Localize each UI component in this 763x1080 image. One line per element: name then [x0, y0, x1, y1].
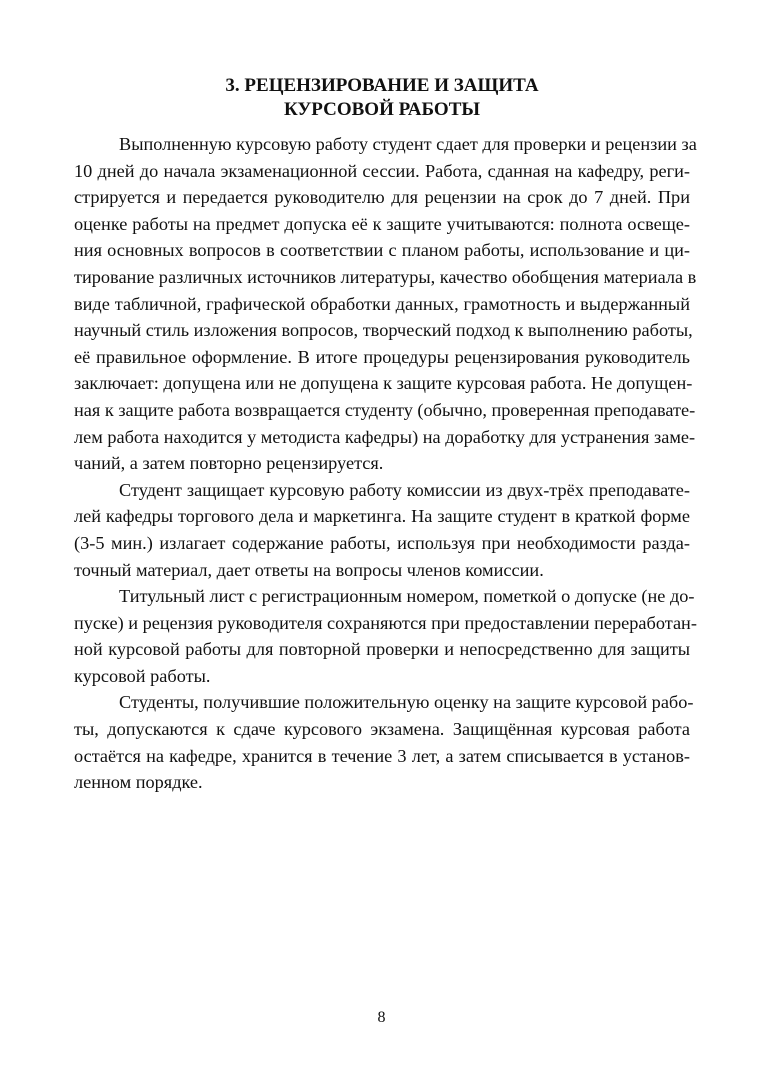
text-line: ния основных вопросов в соответствии с планом работы, использование и ци-: [74, 240, 690, 261]
text-line: научный стиль изложения вопросов, творческий подход к выполнению работы,: [74, 320, 693, 341]
paragraph-2: [74, 477, 690, 583]
text-line: точный материал, дает ответы на вопросы членов комиссии.: [74, 559, 544, 580]
section-title-line-2: КУРСОВОЙ РАБОТЫ: [283, 99, 481, 120]
text-line: пуске) и рецензия руководителя сохраняются при предоставлении переработан-: [74, 612, 697, 633]
text-line: ленном порядке.: [74, 772, 203, 793]
page-number: 8: [377, 1009, 386, 1026]
text-line: 10 дней до начала экзаменационной сессии. Работа, сданная на кафедру, реги-: [74, 160, 690, 181]
text-line: ной курсовой работы для повторной проверки и непосредственно для защиты: [74, 639, 690, 660]
text-line: Студент защищает курсовую работу комиссии из двух-трёх преподавате-: [119, 479, 690, 500]
text-line: заключает: допущена или не допущена к защите курсовая работа. Не допущен-: [74, 373, 693, 394]
text-line: чаний, а затем повторно рецензируется.: [74, 453, 384, 474]
section-title-line-1: 3. РЕЦЕНЗИРОВАНИЕ И ЗАЩИТА: [225, 75, 539, 96]
text-line: Титульный лист с регистрационным номером, пометкой о допуске (не до-: [119, 586, 695, 607]
text-line: оценке работы на предмет допуска её к защите учитываются: полнота освеще-: [74, 213, 690, 234]
text-line: курсовой работы.: [74, 665, 211, 686]
paragraph-1: [74, 131, 697, 477]
text-line: остаётся на кафедре, хранится в течение 3 лет, а затем списывается в установ-: [74, 745, 690, 766]
paragraph-4: [74, 689, 694, 795]
text-line: (3-5 мин.) излагает содержание работы, используя при необходимости разда-: [74, 532, 690, 553]
text-line: лем работа находится у методиста кафедры) на доработку для устранения заме-: [74, 426, 696, 447]
text-line: тирование различных источников литературы, качество обобщения материала в: [74, 266, 697, 287]
text-line: лей кафедры торгового дела и маркетинга. На защите студент в краткой форме: [74, 506, 690, 527]
text-line: стрируется и передается руководителю для рецензии на срок до 7 дней. При: [74, 187, 690, 208]
text-line: ты, допускаются к сдаче курсового экзамена. Защищённая курсовая работа: [74, 719, 690, 740]
text-line: её правильное оформление. В итоге процедуры рецензирования руководитель: [74, 346, 690, 367]
section-body: [74, 131, 697, 796]
text-line: Выполненную курсовую работу студент сдает для проверки и рецензии за: [119, 134, 697, 154]
text-line: Студенты, получившие положительную оценку на защите курсовой рабо-: [119, 692, 694, 713]
text-line: виде табличной, графической обработки данных, грамотность и выдержанный: [74, 293, 690, 314]
paragraph-3: [74, 583, 697, 689]
text-line: ная к защите работа возвращается студенту (обычно, проверенная преподавате-: [74, 399, 696, 420]
